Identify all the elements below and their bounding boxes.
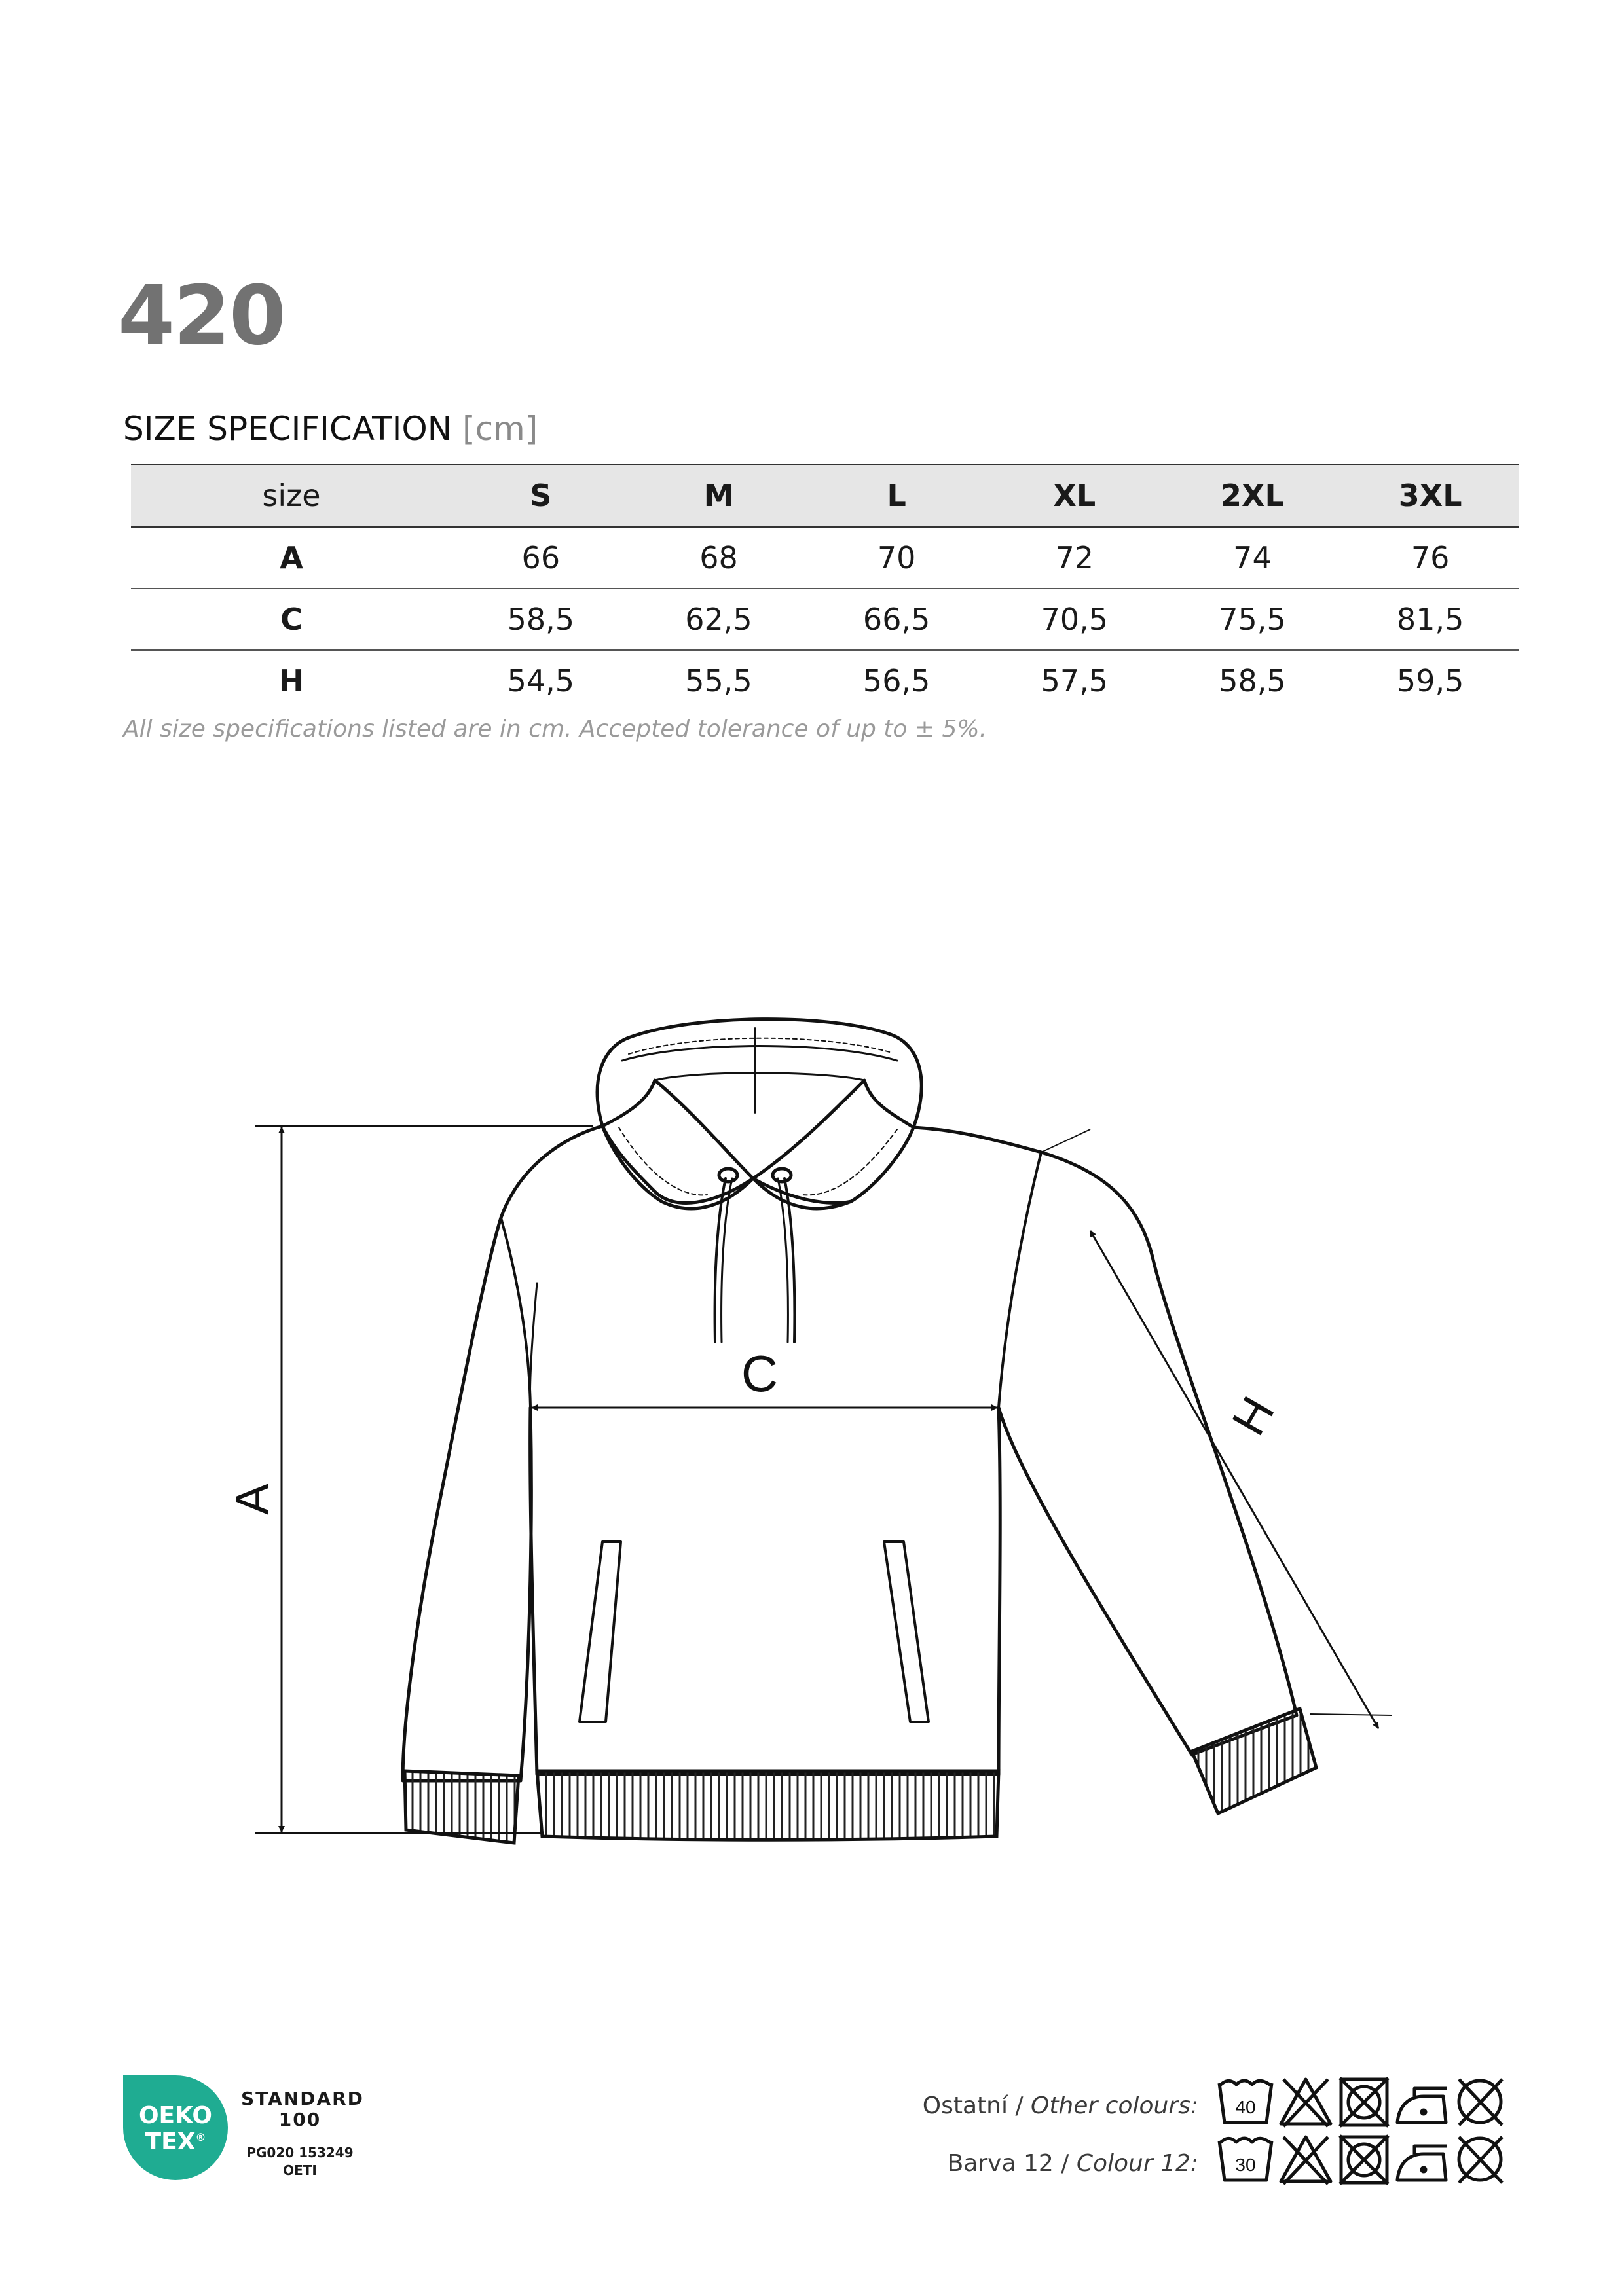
header-l: L [887, 478, 906, 513]
size-header-row [131, 465, 1519, 527]
no-dry-clean-icon [1459, 2137, 1502, 2183]
measure-h-bottom-guide [1310, 1714, 1392, 1715]
table-cell: 56,5 [862, 663, 931, 699]
no-bleach-icon [1281, 2079, 1331, 2126]
wash-30-icon [1219, 2138, 1272, 2180]
no-tumble-dry-icon [1340, 2078, 1388, 2126]
table-row-a [131, 527, 1519, 589]
table-cell: 66 [521, 540, 561, 575]
oeko-certificate [241, 2144, 359, 2179]
no-tumble-dry-icon [1340, 2136, 1388, 2184]
wash-40-icon [1219, 2081, 1272, 2123]
oeko-tex-logo [123, 2075, 228, 2180]
spec-unit: [cm] [462, 410, 538, 448]
table-cell: 62,5 [685, 602, 752, 637]
iron-low-icon [1397, 2088, 1447, 2123]
product-code: 420 [118, 268, 285, 363]
cuff-left [405, 1771, 519, 1843]
row-label: H [278, 663, 304, 699]
oeko-cert-institute: OETI [283, 2162, 317, 2178]
care-label-other-colours: Ostatní / Other colours: [922, 2092, 1198, 2119]
table-cell: 55,5 [685, 663, 752, 699]
hoodie-body [403, 1126, 1297, 1781]
table-cell: 70 [877, 540, 916, 575]
table-cell: 76 [1411, 540, 1450, 575]
spec-title-text: SIZE SPECIFICATION [123, 410, 452, 448]
table-cell: 75,5 [1219, 602, 1286, 637]
no-bleach-icon [1281, 2137, 1331, 2184]
table-cell: 81,5 [1396, 602, 1464, 637]
oeko-standard-line2: 100 [278, 2109, 322, 2131]
care-label-colour-12: Barva 12 / Colour 12: [947, 2150, 1198, 2177]
table-cell: 59,5 [1396, 663, 1464, 699]
table-cell: 70,5 [1041, 602, 1108, 637]
table-cell: 72 [1055, 540, 1094, 575]
measure-h-label: H [1222, 1388, 1285, 1444]
table-cell: 58,5 [507, 602, 575, 637]
size-table [131, 464, 1519, 711]
row-label: A [280, 540, 303, 575]
care-symbols-other-colours [1217, 2074, 1511, 2129]
table-cell: 66,5 [862, 602, 931, 637]
header-m: M [703, 478, 734, 513]
header-xl: XL [1053, 478, 1096, 513]
measure-h-top-guide [1041, 1129, 1090, 1152]
table-row-h [131, 650, 1519, 711]
header-2xl: 2XL [1221, 478, 1284, 513]
measure-c-label: C [741, 1345, 779, 1402]
oeko-logo-line2: TEX® [145, 2128, 206, 2155]
hoodie-diagram [0, 949, 1624, 1886]
care-symbols-colour-12 [1217, 2132, 1511, 2187]
hoodie-outline [403, 1019, 1297, 1781]
table-cell: 68 [699, 540, 738, 575]
table-row-c [131, 589, 1519, 650]
svg-text:40: 40 [1235, 2097, 1256, 2117]
header-s: S [530, 478, 552, 513]
oeko-standard-line1: STANDARD [241, 2088, 364, 2109]
measure-a-label: A [227, 1483, 279, 1516]
oeko-standard [241, 2088, 364, 2131]
table-cell: 74 [1233, 540, 1272, 575]
no-dry-clean-icon [1459, 2079, 1502, 2125]
header-size: size [262, 478, 321, 513]
waistband [537, 1771, 999, 1840]
svg-text:30: 30 [1235, 2155, 1256, 2175]
table-cell: 57,5 [1041, 663, 1108, 699]
iron-low-icon [1397, 2146, 1447, 2180]
table-cell: 54,5 [507, 663, 575, 699]
spec-title [123, 410, 538, 448]
table-cell: 58,5 [1219, 663, 1286, 699]
header-3xl: 3XL [1398, 478, 1462, 513]
oeko-cert-code: PG020 153249 [246, 2145, 354, 2160]
row-label: C [280, 602, 303, 637]
tolerance-note: All size specifications listed are in cm. Accepted tolerance of up to ± 5%. [123, 716, 987, 742]
oeko-logo-line1: OEKO [138, 2102, 213, 2129]
